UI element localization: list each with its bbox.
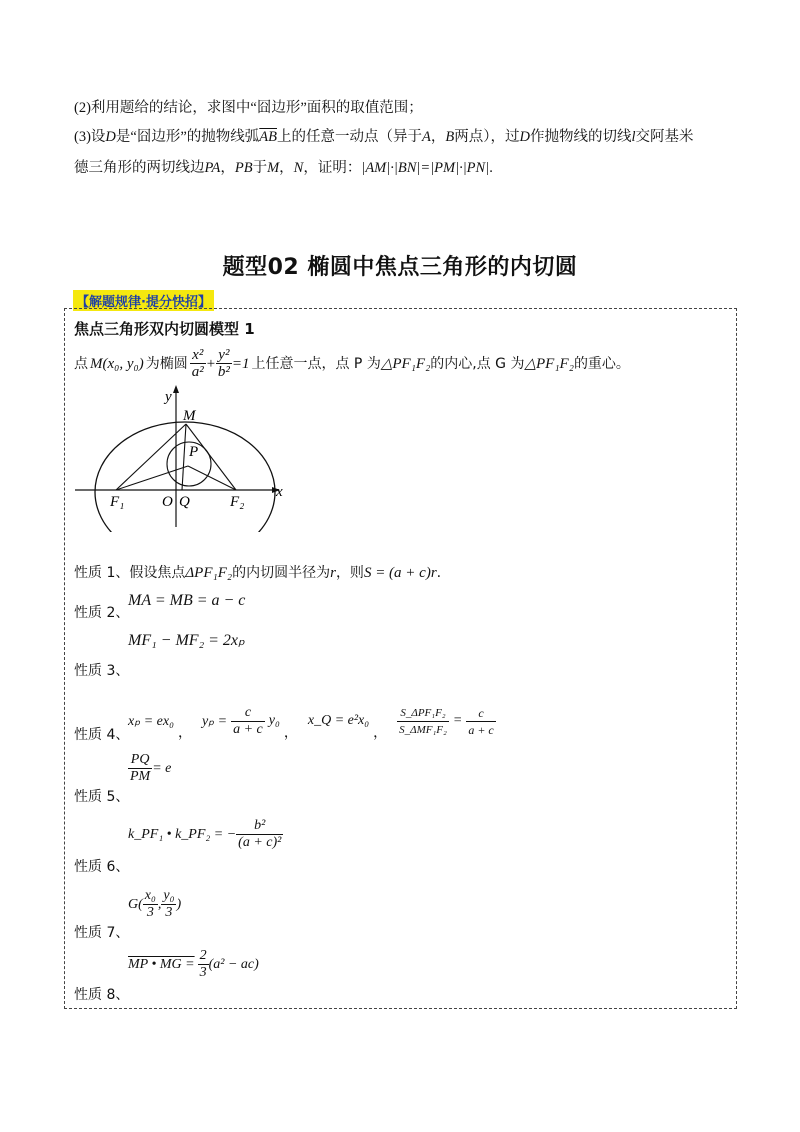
property-text: 的内切圆半径为 [232, 565, 331, 581]
frac-num: b² [236, 818, 283, 835]
formula-yp-lhs: yₚ = [201, 713, 228, 729]
label-q: Q [179, 494, 190, 510]
property-8-formula [128, 948, 259, 981]
property-formula: S = (a + c)r [363, 565, 437, 581]
formula-area-ratio [397, 705, 449, 738]
frac-den: a + c [233, 721, 263, 737]
property-4-label: 性质 4、 [74, 727, 130, 743]
property-5-formula [128, 752, 171, 785]
q3-text: ， [220, 160, 235, 176]
property-2-formula: MA = MB = a − c [128, 592, 246, 609]
property-7-label: 性质 7、 [74, 925, 130, 941]
property-text: 假设焦点 [129, 565, 186, 581]
formula-rhs: (a² − ac) [208, 956, 259, 972]
property-6-label: 性质 6、 [74, 859, 130, 875]
property-4-formulas [128, 700, 496, 742]
question-3-line-2 [74, 158, 493, 178]
property-8-label: 性质 8、 [74, 987, 130, 1003]
q3-text: . [489, 160, 493, 176]
property-math: ΔPF₁F₂ [185, 565, 233, 581]
ellipse-figure [70, 382, 300, 532]
q3-arc-ab: $\overline{AB}$ [259, 129, 277, 145]
frac-num: y₀ [163, 888, 175, 903]
comma: , [157, 896, 162, 912]
formula-lhs: MP • MG = [128, 956, 195, 972]
frac-x0 [143, 888, 158, 921]
triangle-label: △PF₁F₂ [524, 355, 574, 372]
frac-num: c [231, 705, 265, 722]
frac-b2 [236, 818, 283, 851]
q3-var-l: l [631, 129, 636, 145]
frac-num: S_ΔPF₁F₂ [397, 705, 449, 722]
frac-y [216, 347, 232, 380]
frac-den: a + c [468, 722, 494, 737]
segment-mq [182, 424, 186, 490]
q3-var-pa: PA [204, 160, 221, 176]
q3-var-a: A [422, 129, 431, 145]
property-1 [74, 562, 441, 582]
q3-text: ，证明： [303, 160, 362, 176]
q3-var-b: B [445, 129, 455, 145]
intro-text: 为椭圆 [145, 355, 188, 372]
question-2-text: (2)利用题给的结论，求图中“囧边形”面积的取值范围； [74, 100, 423, 116]
label-m: M [183, 408, 196, 424]
ellipse-equation [190, 347, 250, 380]
frac-num: c [466, 705, 495, 722]
q3-text: 上的任意一动点（异于 [277, 129, 422, 145]
label-f1: F₁ [110, 494, 125, 510]
formula-area-ratio-rhs [466, 705, 495, 738]
q3-text: 两点），过 [454, 129, 520, 145]
label-y: y [165, 389, 172, 405]
formula-xq: x_Q = e²x₀ [307, 713, 370, 728]
equals-one: =1 [231, 355, 250, 372]
q3-var-d: D [105, 129, 116, 145]
frac-den: a² [191, 364, 204, 380]
frac-den: PM [130, 769, 151, 784]
intro-line [74, 347, 630, 380]
formula-rhs: ) [176, 896, 182, 912]
q3-var-n: N [293, 160, 304, 176]
frac-num: y² [216, 347, 232, 364]
property-math: r [330, 565, 336, 581]
q3-text: 德三角形的两切线边 [74, 160, 205, 176]
plus-sign: + [205, 355, 216, 372]
q3-var-m: M [267, 160, 280, 176]
frac-den: 3 [199, 965, 207, 980]
separator: ， [283, 726, 298, 741]
separator: ， [177, 726, 192, 741]
label-p: P [189, 444, 199, 460]
q3-formula: |AM|·|BN|=|PM|·|PN| [361, 160, 490, 176]
property-2-label: 性质 2、 [74, 605, 130, 621]
frac-num: x₀ [144, 888, 156, 903]
q3-text: 作抛物线的切线 [529, 129, 632, 145]
property-text: . [436, 565, 442, 581]
model-box-title: 焦点三角形双内切圆模型 1 [74, 320, 255, 338]
segment-f2p [188, 466, 236, 490]
intro-point: M(x₀, y₀) [90, 355, 144, 372]
question-3-line-1 [74, 127, 693, 147]
frac-2-3 [198, 948, 209, 981]
frac-x [190, 347, 206, 380]
intro-text: 的重心。 [573, 355, 630, 372]
frac-den: (a + c)² [238, 835, 282, 850]
q3-text: (3)设 [74, 129, 106, 145]
property-label: 性质 1、 [74, 565, 130, 581]
section-title: 题型02 椭圆中焦点三角形的内切圆 [222, 255, 578, 280]
q3-text: 交阿基米 [635, 129, 694, 145]
formula-yp-frac [231, 705, 265, 738]
property-3-label: 性质 3、 [74, 663, 130, 679]
intro-text: 上任意一点，点 P 为 [251, 355, 381, 372]
frac-y0 [161, 888, 176, 921]
triangle-label: △PF₁F₂ [380, 355, 431, 372]
property-3-formula: MF₁ − MF₂ = 2xₚ [128, 632, 245, 649]
q3-text: ， [279, 160, 294, 176]
label-o: O [162, 494, 173, 510]
equals-sign: = [452, 713, 463, 728]
frac-den: 3 [165, 905, 173, 920]
property-6-formula [128, 818, 283, 851]
formula-tail: = e [152, 760, 172, 776]
frac-den: S_ΔMF₁F₂ [399, 723, 447, 736]
tips-tag: 【解题规律·提分快招】 [73, 290, 214, 311]
formula-lhs: k_PF₁ • k_PF₂ = − [128, 826, 237, 842]
q3-text: 是“囧边形”的抛物线弧 [115, 129, 260, 145]
q3-text: 于 [252, 160, 268, 176]
q3-var-pb: PB [234, 160, 253, 176]
intro-text: 点 [74, 355, 88, 372]
frac-num: x² [190, 347, 206, 364]
q3-text: ， [430, 129, 446, 145]
formula-lhs: G( [128, 896, 143, 912]
property-7-formula [128, 888, 181, 921]
q3-var-d: D [519, 129, 530, 145]
property-5-label: 性质 5、 [74, 789, 130, 805]
frac-den: 3 [146, 905, 154, 920]
frac-num: 2 [199, 948, 207, 963]
formula-yp-tail: y₀ [268, 713, 280, 728]
frac-den: b² [217, 364, 230, 380]
label-f2: F₂ [230, 494, 245, 510]
frac-num: PQ [128, 752, 152, 769]
question-2 [74, 98, 423, 118]
label-x: x [276, 484, 283, 500]
property-text: ，则 [335, 565, 364, 581]
y-axis-arrow [173, 385, 179, 393]
frac-pq-pm [128, 752, 152, 785]
intro-text: 的内心,点 G 为 [430, 355, 525, 372]
segment-f1p [116, 466, 188, 490]
formula-xp: xₚ = ex₀ [128, 713, 174, 729]
separator: ， [373, 726, 388, 741]
